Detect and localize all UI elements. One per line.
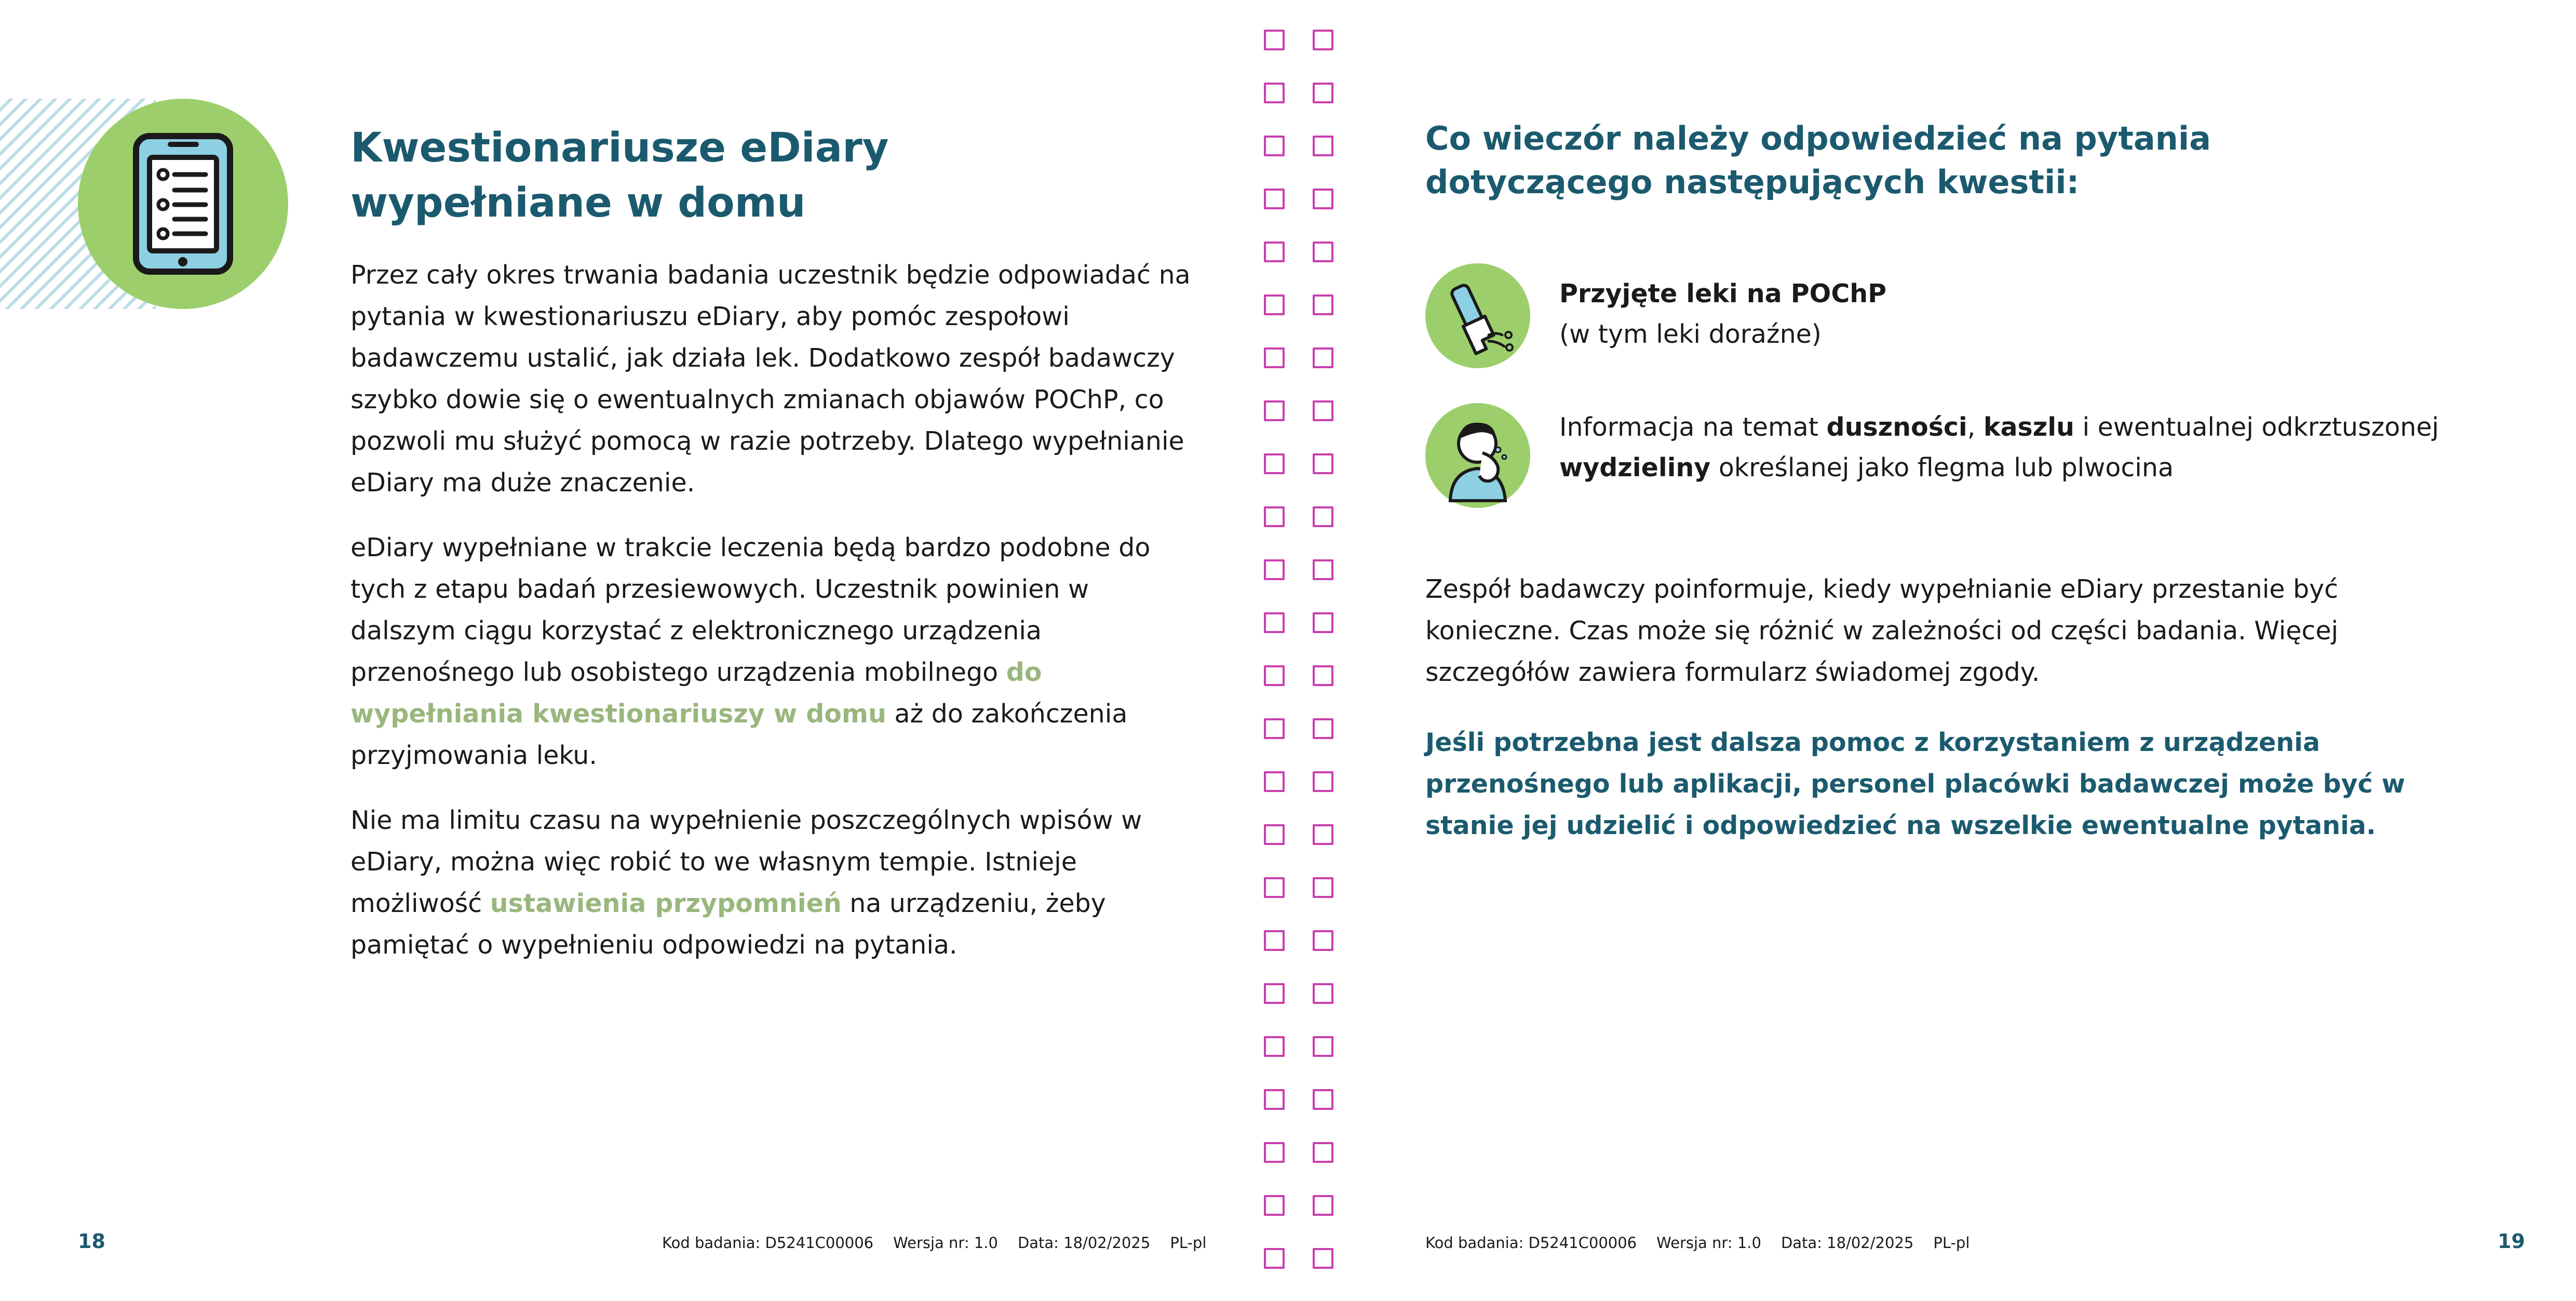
- symptom-cough: kaszlu: [1983, 412, 2074, 442]
- decorative-checkbox: [1313, 30, 1333, 50]
- decorative-checkbox: [1264, 771, 1285, 792]
- decorative-checkbox: [1264, 453, 1285, 474]
- decorative-checkbox: [1264, 1195, 1285, 1216]
- footer-locale: PL-pl: [1170, 1234, 1207, 1252]
- symptoms-text-3: i ewentualnej odkrztuszonej: [2074, 412, 2439, 442]
- decorative-checkbox: [1264, 83, 1285, 103]
- symptoms-text-4: określanej jako flegma lub plwocina: [1710, 453, 2174, 482]
- decorative-checkbox: [1313, 771, 1333, 792]
- checkbox-column-left: [1264, 30, 1291, 1301]
- decorative-checkbox: [1313, 824, 1333, 845]
- list-item-medication: [1425, 263, 2464, 372]
- decorative-checkbox: [1313, 136, 1333, 156]
- decorative-checkbox: [1313, 1089, 1333, 1110]
- decorative-checkbox: [1313, 83, 1333, 103]
- title-line-1: Kwestionariusze eDiary: [350, 125, 889, 171]
- symptoms-text: [1559, 407, 2439, 488]
- right-paragraph-1: Zespół badawczy poinformuje, kiedy wypełnianie eDiary przestanie być konieczne. Czas może się różnić w zależności od części badania. Więcej szczegółów zawiera formularz świadomej zgody.: [1425, 574, 2339, 687]
- decorative-checkbox: [1264, 612, 1285, 633]
- title-line-2: wypełniane w domu: [350, 180, 806, 226]
- decorative-checkbox: [1264, 506, 1285, 527]
- decorative-checkbox: [1264, 400, 1285, 421]
- decorative-checkbox: [1264, 1089, 1285, 1110]
- decorative-checkbox: [1313, 718, 1333, 739]
- decorative-checkbox: [1313, 612, 1333, 633]
- decorative-checkbox: [1264, 1142, 1285, 1163]
- paragraph-3: [350, 800, 1192, 966]
- decorative-checkbox: [1264, 30, 1285, 50]
- decorative-checkbox: [1313, 930, 1333, 951]
- footer-study-code: Kod badania: D5241C00006: [662, 1234, 874, 1252]
- footer-locale: PL-pl: [1933, 1234, 1970, 1252]
- list-item-symptoms: [1425, 403, 2464, 512]
- footer-study-code: Kod badania: D5241C00006: [1425, 1234, 1637, 1252]
- left-body: [350, 254, 1192, 989]
- decorative-checkbox: [1313, 1195, 1333, 1216]
- decorative-checkbox: [1264, 189, 1285, 209]
- footer-version: Wersja nr: 1.0: [1656, 1234, 1761, 1252]
- paragraph-2-text-b: aż do zakończenia przyjmowania leku.: [350, 699, 1128, 770]
- decorative-checkbox: [1313, 983, 1333, 1004]
- coughing-person-icon: [1425, 403, 1530, 508]
- decorative-checkbox: [1313, 506, 1333, 527]
- symptom-dyspnea: duszności: [1826, 412, 1967, 442]
- decorative-checkbox: [1313, 665, 1333, 686]
- decorative-checkbox: [1264, 347, 1285, 368]
- decorative-checkbox: [1264, 1036, 1285, 1057]
- decorative-checkbox: [1313, 347, 1333, 368]
- footer-version: Wersja nr: 1.0: [893, 1234, 998, 1252]
- decorative-checkbox: [1264, 1248, 1285, 1269]
- page-number-right: 19: [2498, 1230, 2525, 1253]
- decorative-checkbox: [1313, 242, 1333, 262]
- checkbox-column-right: [1313, 30, 1340, 1301]
- decorative-checkbox: [1313, 400, 1333, 421]
- footer-right: [1425, 1234, 1970, 1252]
- symptoms-text-2: ,: [1967, 412, 1984, 442]
- paragraph-2-text-a: eDiary wypełniane w trakcie leczenia będą bardzo podobne do tych z etapu badań przesiewowych. Uczestnik powinien w dalszym ciągu korzystać z elektronicznego urządzenia przenośnego lub osobistego urządzenia mobilnego: [350, 533, 1151, 687]
- highlight-home-questionnaires: do wypełniania kwestionariuszy w domu: [350, 658, 1042, 729]
- decorative-checkbox: [1264, 718, 1285, 739]
- inhaler-icon: [1425, 263, 1530, 368]
- right-body: [1425, 569, 2464, 717]
- footer-left: [662, 1234, 1206, 1252]
- decorative-checkbox: [1313, 559, 1333, 580]
- decorative-checkbox: [1313, 1142, 1333, 1163]
- symptom-sputum: wydzieliny: [1559, 453, 1711, 482]
- decorative-checkbox: [1264, 242, 1285, 262]
- decorative-checkbox: [1313, 294, 1333, 315]
- paragraph-1: Przez cały okres trwania badania uczestnik będzie odpowiadać na pytania w kwestionariuszu eDiary, aby pomóc zespołowi badawczemu ustalić, jak działa lek. Dodatkowo zespół badawczy szybko dowie się o ewentualnych zmianach objawów POChP, co pozwoli mu służyć pomocą w razie potrzeby. Dlatego wypełnianie eDiary ma duże znaczenie.: [350, 260, 1191, 498]
- decorative-checkbox: [1264, 930, 1285, 951]
- page-title: [350, 120, 1129, 231]
- highlight-reminders: ustawienia przypomnień: [490, 889, 842, 918]
- medication-label: Przyjęte leki na POChP: [1559, 279, 1887, 309]
- decorative-checkbox: [1264, 877, 1285, 898]
- paragraph-3-text-b: na urządzeniu, żeby pamiętać o wypełnieniu odpowiedzi na pytania.: [350, 889, 1106, 960]
- paragraph-2: [350, 527, 1192, 776]
- decorative-checkbox: [1313, 1248, 1333, 1269]
- help-note: Jeśli potrzebna jest dalsza pomoc z korzystaniem z urządzenia przenośnego lub aplikacji, personel placówki badawczej może być w stanie jej udzielić i odpowiedzieć na wszelkie ewentualne pytania.: [1425, 728, 2405, 840]
- symptoms-text-1: Informacja na temat: [1559, 412, 1827, 442]
- decorative-checkbox: [1264, 983, 1285, 1004]
- decorative-checkbox: [1264, 665, 1285, 686]
- decorative-checkbox: [1264, 294, 1285, 315]
- page-number-left: 18: [78, 1230, 105, 1253]
- footer-date: Data: 18/02/2025: [1017, 1234, 1151, 1252]
- decorative-checkbox: [1264, 136, 1285, 156]
- decorative-checkbox: [1313, 189, 1333, 209]
- decorative-checkbox: [1313, 1036, 1333, 1057]
- medication-note: (w tym leki doraźne): [1559, 319, 1822, 349]
- tablet-questionnaire-icon: [78, 99, 288, 309]
- section-subtitle: Co wieczór należy odpowiedzieć na pytania dotyczącego następujących kwestii:: [1425, 119, 2211, 201]
- footer-date: Data: 18/02/2025: [1781, 1234, 1914, 1252]
- decorative-checkbox: [1264, 824, 1285, 845]
- decorative-checkbox: [1264, 559, 1285, 580]
- paragraph-3-text-a: Nie ma limitu czasu na wypełnienie poszczególnych wpisów w eDiary, można więc robić to we własnym tempie. Istnieje możliwość: [350, 806, 1142, 918]
- decorative-checkbox: [1313, 453, 1333, 474]
- decorative-checkbox: [1313, 877, 1333, 898]
